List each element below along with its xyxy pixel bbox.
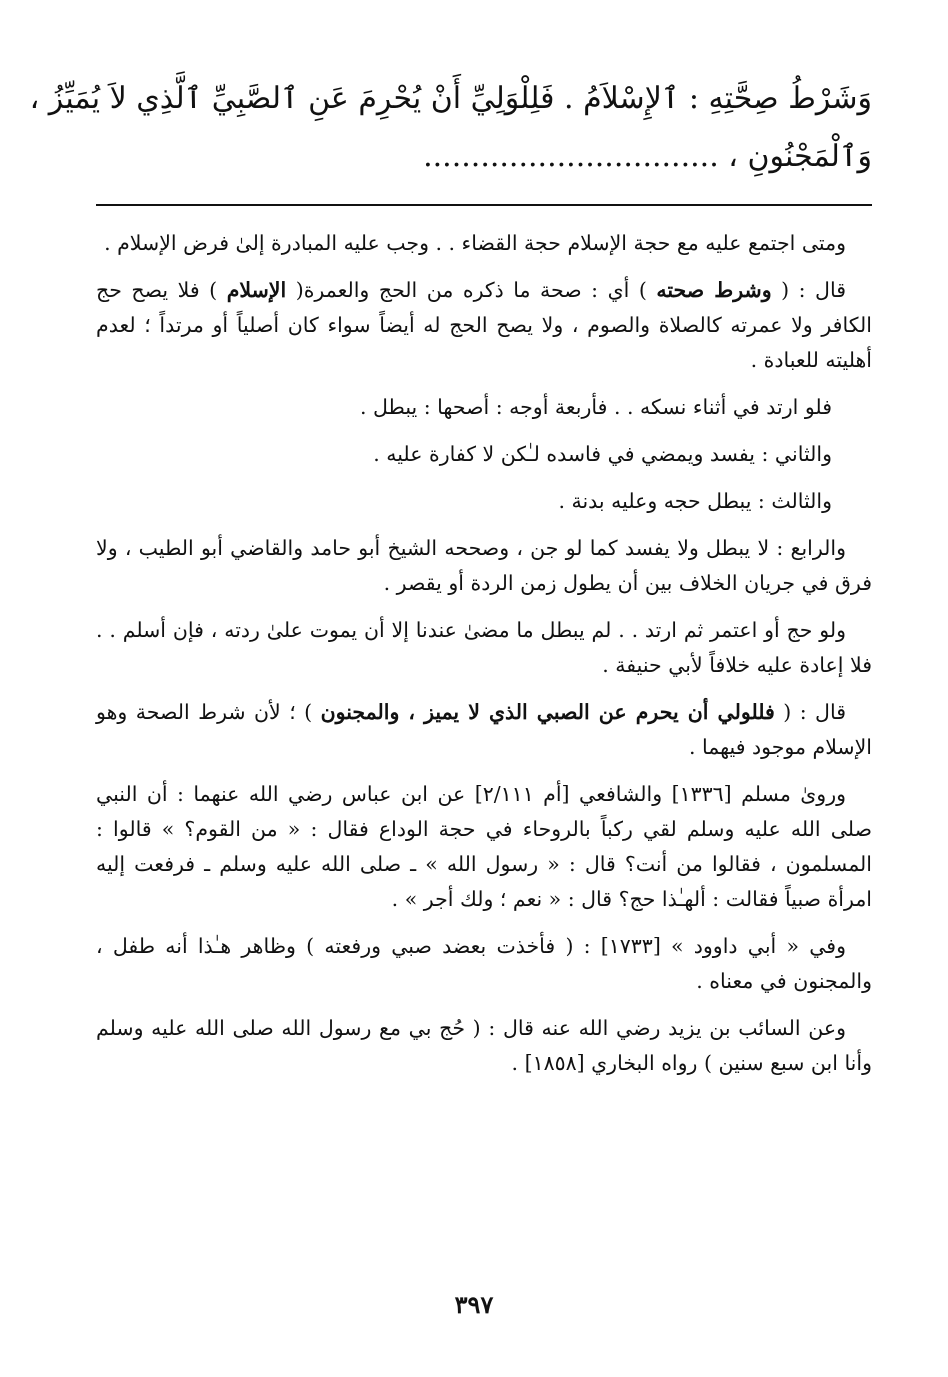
page-number: ٣٩٧	[454, 1290, 494, 1319]
para-8-prefix: قال : (	[774, 700, 846, 724]
para-2-prefix: قال : (	[771, 278, 846, 302]
commentary-paragraph-9: وروىٰ مسلم [١٣٣٦] والشافعي [أم ٢/١١١] عن ابن عباس رضي الله عنهما : أن النبي صلى الله عليه وسلم لقي ركباً بالروحاء في حجة الوداع فقال : « من القوم؟ » قالوا : المسلمون ، فقالوا من أنت؟ قال : « رسول الله » ـ صلى الله عليه وسلم ـ فرفعت إليه امرأة صبياً فقالت : ألهـٰذا حج؟ قال : « نعم ؛ ولك أجر » .	[96, 782, 872, 911]
matn-line-2	[96, 128, 872, 186]
divider-line	[96, 204, 872, 206]
para-8-quote: فللولي أن يحرم عن الصبي الذي لا يميز ، والمجنون	[320, 700, 775, 724]
matn-text	[29, 70, 872, 186]
commentary-paragraph-10: وفي « أبي داوود » [١٧٣٣] : ( فأخذت بعضد صبي ورفعته ) وظاهر هـٰذا أنه طفل ، والمجنون في معناه .	[96, 934, 872, 993]
commentary-paragraph-2	[96, 273, 872, 378]
para-2-quote-1: وشرط صحته	[656, 278, 772, 302]
commentary-paragraph-7: ولو حج أو اعتمر ثم ارتد . . لم يبطل ما مضىٰ عندنا إلا أن يموت علىٰ ردته ، فإن أسلم . . فلا إعادة عليه خلافاً لأبي حنيفة .	[96, 618, 872, 677]
matn-line-1: وَشَرْطُ صِحَّتِهِ : ٱلإِسْلاَمُ . فَلِلْوَلِيِّ أَنْ يُحْرِمَ عَنِ ٱلصَّبِيِّ ٱلَّذِي لاَ يُمَيِّزُ ،	[29, 81, 872, 116]
matn-line-2-text: وَٱلْمَجْنُونِ ،	[728, 139, 872, 174]
para-2-mid: ) أي : صحة ما ذكره من الحج والعمرة(	[286, 278, 657, 302]
para-2-rest: ) فلا يصح حج الكافر ولا عمرته كالصلاة والصوم ، ولا يصح الحج له أيضاً سواء كان أصلياً أو مرتداً ؛ لعدم أهليته للعبادة .	[96, 278, 872, 372]
commentary-paragraph-5: والثالث : يبطل حجه وعليه بدنة .	[558, 489, 832, 513]
commentary-paragraph-1: ومتى اجتمع عليه مع حجة الإسلام حجة القضاء . . وجب عليه المبادرة إلىٰ فرض الإسلام .	[104, 231, 846, 255]
commentary-paragraph-11: وعن السائب بن يزيد رضي الله عنه قال : ( حُج بي مع رسول الله صلى الله عليه وسلم وأنا ابن سبع سنين ) رواه البخاري [١٨٥٨] .	[96, 1016, 872, 1075]
commentary-paragraph-8	[96, 695, 872, 765]
commentary-paragraph-4: والثاني : يفسد ويمضي في فاسده لـٰكن لا كفارة عليه .	[373, 442, 832, 466]
commentary-paragraph-6: والرابع : لا يبطل ولا يفسد كما لو جن ، وصححه الشيخ أبو حامد والقاضي أبو الطيب ، ولا فرق في جريان الخلاف بين أن يطول زمن الردة أو يقصر .	[96, 536, 872, 595]
page-body	[29, 70, 872, 1093]
para-8-rest: ) ؛ لأن شرط الصحة وهو الإسلام موجود فيهما .	[96, 700, 872, 759]
para-2-quote-2: الإسلام	[226, 278, 287, 302]
matn-dots: ...............................	[423, 139, 719, 174]
commentary-paragraph-3: فلو ارتد في أثناء نسكه . . فأربعة أوجه : أصحها : يبطل .	[359, 395, 832, 419]
